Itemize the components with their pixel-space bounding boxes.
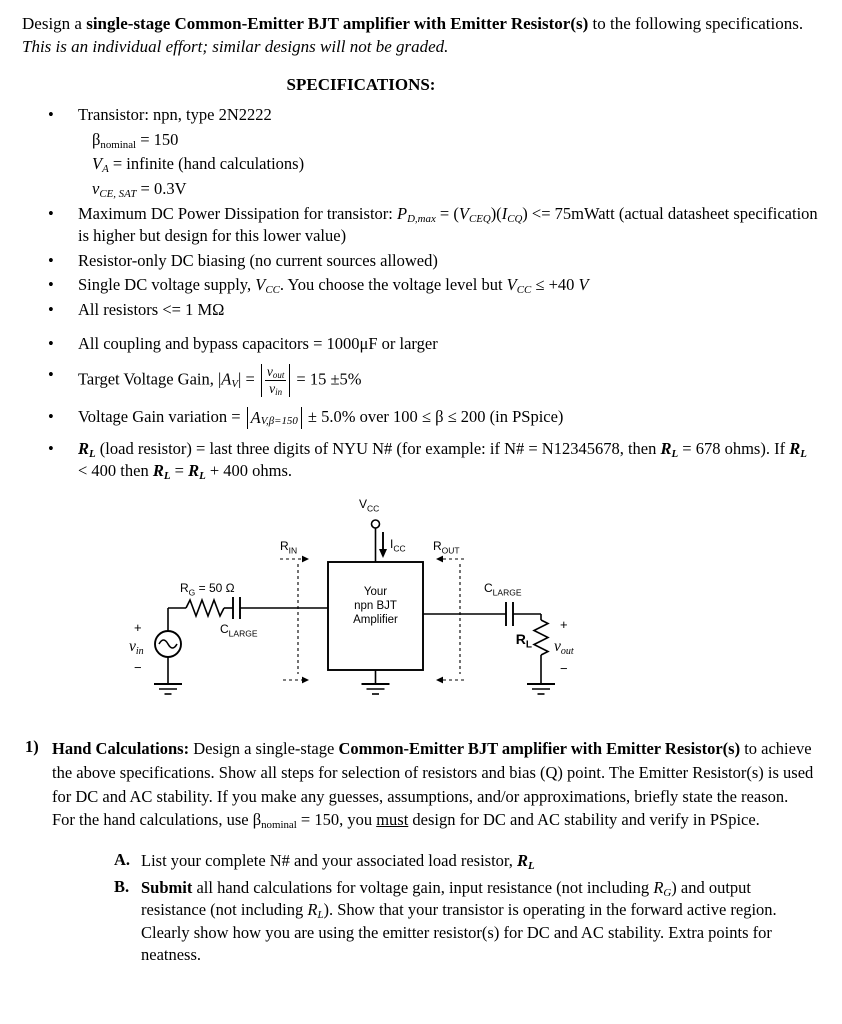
spec-item-target-gain — [22, 364, 820, 397]
text-run: R — [660, 439, 672, 459]
text-run: = infinite (hand calculations) — [108, 154, 305, 174]
label-sub: CC — [367, 503, 380, 514]
text-run: Voltage Gain variation = — [78, 407, 245, 427]
text-run: Submit — [141, 877, 193, 897]
vcc-label — [359, 497, 379, 514]
subitem-a-text — [141, 850, 810, 872]
text-run: A — [102, 163, 109, 176]
rin-bottom-arrowhead — [302, 676, 309, 683]
amplifier-box-line1: Your — [363, 585, 388, 598]
capacitors-text — [78, 333, 820, 355]
text-run: V — [92, 154, 103, 174]
transistor-line — [78, 104, 820, 126]
sine-wave-icon — [159, 640, 177, 648]
spec-item-power-dissipation — [22, 203, 820, 247]
label-main: R — [180, 580, 189, 595]
load-ground-symbol — [527, 684, 555, 694]
subitem-b-label: B. — [114, 876, 130, 896]
text-run: out — [272, 370, 285, 381]
subitem-a — [114, 850, 810, 872]
text-run: V — [255, 275, 266, 295]
rin-arrowhead — [302, 555, 309, 562]
text-run: This is an individual effort; similar designs will not be graded. — [22, 37, 449, 57]
bullet-marker: • — [48, 250, 54, 270]
text-run: CQ — [507, 213, 523, 226]
clarge-left-label — [220, 622, 258, 639]
bullet-marker: • — [48, 333, 54, 353]
label-sub: G — [188, 587, 196, 598]
text-run: All resistors <= 1 MΩ — [78, 300, 225, 320]
sub-items-list — [114, 850, 810, 966]
label-sub: IN — [288, 545, 298, 556]
label-main: C — [220, 621, 229, 636]
text-run: V — [578, 275, 589, 295]
text-run: ± 5.0% over 100 ≤ β ≤ 200 (in PSpice) — [303, 407, 564, 427]
text-run: L — [671, 448, 679, 461]
label-main: R — [280, 538, 289, 553]
text-run: R — [307, 900, 318, 920]
bullet-marker: • — [48, 407, 54, 427]
text-run: nominal — [100, 138, 137, 151]
beta-nominal-line — [92, 129, 820, 151]
amplifier-box-line3: Amplifier — [353, 613, 398, 626]
target-gain-text — [78, 364, 820, 397]
spec-list — [22, 104, 820, 482]
text-run: must — [376, 810, 409, 830]
icc-arrowhead — [379, 549, 387, 558]
label-main: R — [515, 630, 526, 647]
section-number: 1) — [25, 736, 39, 756]
text-run: to the following specifications. — [588, 14, 804, 33]
subitem-a-label: A. — [114, 850, 131, 870]
text-run: L — [800, 448, 807, 461]
text-run: V,β=150 — [260, 415, 298, 428]
text-run: L — [89, 448, 96, 461]
text-run: Resistor-only DC biasing (no current sources allowed) — [78, 250, 438, 270]
label-sub: CC — [393, 543, 406, 554]
text-run: (load resistor) = last three digits of NYU N# (for example: if N# = N12345678, then — [95, 439, 661, 459]
bullet-marker: • — [48, 203, 54, 223]
text-run: CC — [516, 284, 532, 297]
power-dissipation-text — [78, 203, 820, 247]
vin-label — [129, 638, 144, 657]
label-sub: in — [135, 645, 144, 657]
text-run: CE, SAT — [99, 188, 137, 201]
text-run: D,max — [407, 213, 436, 226]
text-run: + 400 ohms. — [205, 460, 293, 480]
text-run: R — [188, 460, 200, 480]
bullet-marker: • — [48, 300, 54, 320]
text-run: Design a — [22, 14, 87, 33]
text-run: ) <= 75mWatt (actual datasheet specification is higher but design for this lower value) — [78, 203, 818, 245]
text-run: Single DC voltage supply, — [78, 275, 256, 295]
label-main: C — [484, 580, 493, 595]
label-sub: LARGE — [228, 628, 258, 639]
text-run: R — [653, 877, 664, 897]
spec-item-transistor — [22, 104, 820, 200]
text-run: = — [170, 460, 189, 480]
label-sub: LARGE — [492, 587, 522, 598]
text-run: = ( — [435, 203, 459, 223]
box-ground-symbol — [362, 684, 390, 694]
text-run: R — [78, 439, 90, 459]
text-run: L — [199, 469, 206, 482]
text-run: V — [458, 203, 469, 223]
vcc-terminal — [372, 520, 380, 528]
subitem-b — [114, 877, 810, 967]
label-main: V — [359, 496, 368, 511]
text-run: Target Voltage Gain, | — [78, 369, 222, 389]
bullet-marker: • — [48, 275, 54, 295]
text-run: . You choose the voltage level but — [279, 275, 507, 295]
text-run: = 150, you — [296, 810, 377, 830]
label-main: v — [129, 637, 136, 655]
fraction-denominator — [267, 381, 284, 397]
spec-item-load-resistor — [22, 438, 820, 482]
text-run: L — [528, 860, 535, 873]
bullet-marker: • — [48, 364, 54, 384]
text-run: Maximum DC Power Dissipation for transistor: — [78, 203, 397, 223]
text-run: in — [275, 387, 283, 398]
text-run: P — [396, 203, 408, 223]
text-run: V — [506, 275, 517, 295]
text-run: A — [221, 369, 232, 389]
rl-resistor-symbol — [534, 620, 548, 655]
circuit-svg — [128, 492, 748, 704]
bullet-marker: • — [48, 104, 54, 124]
text-run: v — [92, 179, 100, 199]
label-sub: out — [560, 645, 574, 657]
text-run: G — [663, 886, 672, 899]
specifications-heading: SPECIFICATIONS: — [286, 74, 436, 94]
absolute-value-bars — [247, 407, 302, 429]
text-run: R — [517, 851, 529, 871]
text-run: L — [163, 469, 171, 482]
vin-minus-sign: − — [134, 659, 142, 675]
bullet-marker: • — [48, 439, 54, 459]
text-run: v — [269, 380, 276, 396]
text-run: I — [501, 203, 508, 223]
vout-plus-sign: + — [560, 616, 568, 632]
label-main: R — [433, 538, 442, 553]
text-run: L — [317, 909, 324, 922]
text-run: A — [250, 408, 261, 428]
text-run: CEQ — [468, 213, 491, 226]
supply-text — [78, 274, 820, 296]
spec-item-supply — [22, 274, 820, 296]
text-run: β — [92, 129, 101, 149]
circuit-diagram — [128, 492, 820, 709]
text-run: All coupling and bypass capacitors = 1000μF or larger — [78, 333, 438, 353]
rin-label — [280, 539, 297, 556]
rout-arrowhead — [436, 555, 443, 562]
text-run: R — [789, 439, 801, 459]
text-run: = 678 ohms). If — [678, 439, 790, 459]
fraction — [265, 364, 286, 397]
spec-item-transistor-text — [78, 104, 820, 200]
vout-minus-sign: − — [560, 660, 568, 676]
text-run: ≤ +40 — [531, 275, 579, 295]
text-run: V — [231, 378, 239, 391]
hand-calculations-text — [52, 737, 820, 833]
rg-resistor-symbol — [186, 600, 224, 616]
text-run: = 15 ±5% — [292, 369, 362, 389]
amplifier-box-line2: npn BJT — [354, 599, 397, 612]
absolute-value-bars — [261, 364, 290, 397]
text-run: = 0.3V — [136, 179, 187, 199]
rg-label — [180, 581, 235, 598]
hand-calculations-section — [22, 737, 820, 833]
text-run: Design a single-stage — [189, 738, 339, 758]
label-eq: = 50 Ω — [195, 580, 235, 595]
va-line — [92, 153, 820, 175]
clarge-right-label — [484, 581, 522, 598]
text-run: design for DC and AC stability and verify in PSpice. — [408, 810, 760, 830]
text-run: = 150 — [136, 129, 179, 149]
label-sub: L — [525, 639, 532, 651]
fraction-numerator — [265, 364, 286, 381]
text-run: < 400 then — [78, 460, 153, 480]
resistor-limit-text — [78, 299, 820, 321]
text-run: v — [266, 363, 273, 379]
text-run: | = — [238, 369, 259, 389]
text-run: ) and output resistance (not including — [141, 877, 752, 920]
text-run: List your complete N# and your associated load resistor, — [141, 851, 517, 871]
biasing-text — [78, 250, 820, 272]
text-run: )( — [490, 203, 502, 223]
subitem-b-text — [141, 877, 810, 967]
text-run: CC — [265, 284, 280, 297]
gain-variation-text — [78, 406, 820, 429]
intro-paragraph — [22, 12, 820, 59]
source-ground-symbol — [154, 684, 182, 694]
text-run: single-stage Common-Emitter BJT amplifier with Emitter Resistor(s) — [86, 14, 589, 33]
text-run: ). Show that your transistor is operating in the forward active region. Clearly show how you are using the emitter resistor(s) for DC and AC stability. Extra points for neatness. — [141, 900, 777, 965]
text-run: Common-Emitter BJT amplifier with Emitter Resistor(s) — [338, 738, 741, 758]
spec-item-biasing — [22, 250, 820, 272]
text-run: all hand calculations for voltage gain, input resistance (not including — [192, 877, 654, 897]
vin-plus-sign: + — [134, 619, 142, 635]
icc-label — [390, 537, 406, 554]
rl-label — [516, 631, 532, 651]
text-run: to achieve the above specifications. Show all steps for selection of resistors and bias (Q) point. The Emitter Resistor(s) is used for DC and AC stability. If you make any guesses, assumptions, and/or approximations, briefly state the reason. For the hand calculations, use β — [52, 738, 814, 830]
spec-item-resistor-limit — [22, 299, 820, 321]
label-main: I — [390, 536, 394, 551]
text-run: nominal — [261, 819, 297, 832]
vcesat-line — [92, 178, 820, 200]
text-run: R — [152, 460, 164, 480]
spec-item-gain-variation — [22, 406, 820, 429]
vout-label — [554, 638, 574, 657]
rout-label — [433, 539, 460, 556]
spec-item-capacitors — [22, 333, 820, 355]
text-run: Transistor: npn, type 2N2222 — [78, 104, 272, 124]
label-main: v — [554, 637, 561, 655]
load-resistor-text — [78, 438, 820, 482]
text-run: Hand Calculations: — [52, 738, 190, 758]
label-sub: OUT — [441, 545, 460, 556]
rout-bottom-arrowhead — [436, 676, 443, 683]
